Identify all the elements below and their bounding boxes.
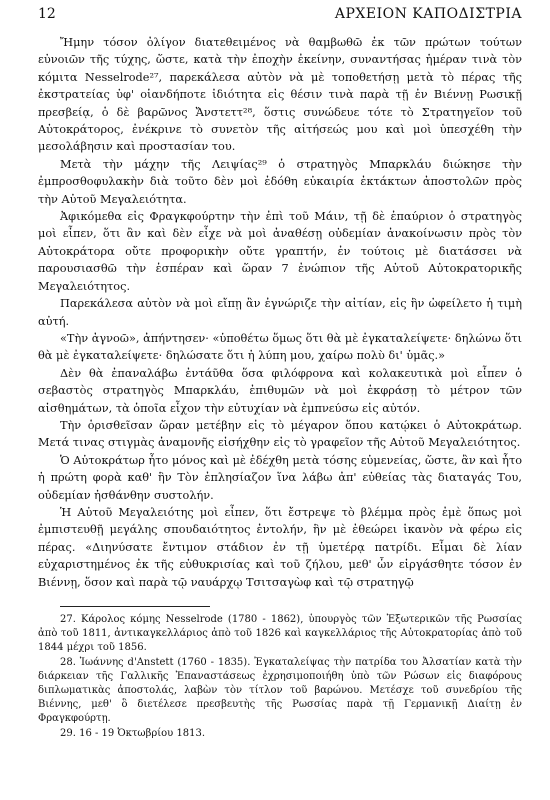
- paragraph: «Τὴν ἀγνοῶ», ἀπήντησεν· «ὑποθέτω ὅμως ὅτι θὰ μὲ ἐγκαταλείψετε· δηλώνω ὅτι θὰ μὲ ἐγκαταλείψετε· δηλώσατε ὅτι ἡ λύπη μου, χαίρω πολὺ δι' ὑμᾶς.»: [38, 331, 522, 363]
- footnote-28: 28. Ἰωάννης d'Anstett (1760 - 1835). Ἐγκαταλείψας τὴν πατρίδα του Ἀλσατίαν κατὰ τὴν διάρκειαν τῆς Γαλλικῆς Ἐπαναστάσεως ἐχρησιμοποιήθη ὑπὸ τῶν Ρώσων εἰς διαφόρους διπλωματικὰς ἀποστολάς, λαβὼν τὸν τίτλον τοῦ βαρώνου. Μετέσχε τοῦ συνεδρίου τῆς Βιέννης, μεθ' ὃ διετέλεσε πρεσβευτὴς τῆς Ρωσσίας παρὰ τῇ Γερμανικῇ Διαίτῃ ἐν Φραγκφούρτῃ.: [38, 656, 522, 725]
- paragraph: Ὁ Αὐτοκράτωρ ἦτο μόνος καὶ μὲ ἐδέχθη μετὰ τόσης εὐμενείας, ὥστε, ἂν καὶ ἦτο ἡ πρώτη φορὰ καθ' ἣν Τὸν ἐπλησίαζον ἵνα λάβω ἀπ' εὐθείας τὰς διαταγάς Του, οὐδεμίαν ἠσθάνθην συστολήν.: [38, 453, 522, 502]
- footnotes: [38, 613, 522, 741]
- page-number: 12: [38, 6, 56, 22]
- paragraph: Παρεκάλεσα αὐτὸν νὰ μοὶ εἴπῃ ἂν ἐγνώριζε τὴν αἰτίαν, εἰς ἣν ὠφείλετο ἡ τιμὴ αὐτή.: [38, 297, 522, 328]
- paragraph: Δὲν θὰ ἐπαναλάβω ἐντάῦθα ὅσα φιλόφρονα καὶ κολακευτικὰ μοὶ εἶπεν ὁ σεβαστὸς στρατηγὸς Μπαρκλάυ, ἐπιθυμῶν νὰ μοὶ ἐκφράσῃ τὸ μέτρον τῶν αἰσθημάτων, τὰ ὁποῖα εἶχον τὴν εὐτυχίαν νὰ ἐμπνεύσω εἰς αὐτόν.: [38, 366, 522, 415]
- footnote-27: 27. Κάρολος κόμης Nesselrode (1780 - 1862), ὑπουργὸς τῶν Ἐξωτερικῶν τῆς Ρωσσίας ἀπὸ τοῦ 1811, ἀντικαγκελλάριος ἀπὸ τοῦ 1826 καὶ καγκελλάριος τῆς Αὐτοκρατορίας ἀπὸ τοῦ 1844 μέχρι τοῦ 1856.: [38, 614, 522, 654]
- paragraph: Τὴν ὁρισθεῖσαν ὥραν μετέβην εἰς τὸ μέγαρον ὅπου κατῴκει ὁ Αὐτοκράτωρ. Μετά τινας στιγμὰς ἀναμονῆς εἰσήχθην εἰς τὸ γραφεῖον τῆς Αὐτοῦ Μεγαλειότητος.: [38, 418, 522, 450]
- footnote-divider: [60, 606, 210, 607]
- paragraph: Μετὰ τὴν μάχην τῆς Λειψίας²⁹ ὁ στρατηγὸς Μπαρκλάυ διώκησε τὴν ἐμπροσθοφυλακὴν διὰ τοῦτο δὲν μοὶ ἐδόθη εὐκαιρία ἐκτάκτων ἀποστολῶν πρὸς τὴν Αὐτοῦ Μεγαλειότητα.: [38, 157, 522, 206]
- footnote-29: 29. 16 - 19 Ὀκτωβρίου 1813.: [60, 727, 206, 739]
- running-title: ΑΡΧΕΙΟΝ ΚΑΠΟΔΙΣΤΡΙΑ: [334, 6, 522, 22]
- paragraph: Ἡ Αὐτοῦ Μεγαλειότης μοὶ εἶπεν, ὅτι ἔστρεψε τὸ βλέμμα πρὸς ἐμὲ ὅπως μοὶ ἐμπιστευθῇ μεγάλης σπουδαιότητος ἐντολήν, ἣν μὲ ἐθεώρει ἱκανὸν νὰ φέρω εἰς πέρας. «Διηνύσατε ἔντιμον στάδιον ἐν τῇ ὑμετέρᾳ πατρίδι. Εἶμαι δὲ λίαν εὐχαριστημένος ἐκ τῆς εὐθυκρισίας καὶ τοῦ ζήλου, μεθ' ὧν εἰργάσθητε τόσον ἐν Βιέννῃ, ὅσον καὶ παρὰ τῷ ναυάρχῳ Τσιτσαγὼφ καὶ τῷ στρατηγῷ: [38, 505, 522, 589]
- paragraph: Ἤμην τόσον ὀλίγον διατεθειμένος νὰ θαμβωθῶ ἐκ τῶν πρώτων τούτων εὐνοιῶν τῆς τύχης, ὥστε, κατὰ τὴν ἐποχὴν ἐκείνην, συναντήσας ἡμέραν τινὰ τὸν κόμιτα Nesselrode²⁷, παρεκάλεσα αὐτὸν νὰ μὲ τοποθετήσῃ μετὰ τὸ πέρας τῆς ἐκστρατείας ὑφ' οἱανδήποτε ἰδιότητα εἰς θέσιν τινὰ παρὰ τῇ ἐν Βιέννῃ Ρωσικῇ πρεσβείᾳ, ὁ δὲ βαρῶνος Ἄνστεττ²⁸, ὅστις συνώδευε τότε τὸ Στρατηγεῖον τοῦ Αὐτοκράτορος, ἐνέκρινε τὸ συνετὸν τῆς αἰτήσεώς μου καὶ μοὶ ὑπεσχέθη τὴν μεσολάβησιν καὶ προστασίαν του.: [38, 36, 522, 154]
- body-text: [38, 34, 522, 591]
- page-header: [38, 6, 522, 28]
- paragraph: Ἀφικόμεθα εἰς Φραγκφούρτην τὴν ἐπὶ τοῦ Μάιν, τῇ δὲ ἐπαύριον ὁ στρατηγὸς μοὶ εἶπεν, ὅτι ἂν καὶ δὲν εἶχε νὰ μοὶ ἀναθέσῃ οὐδεμίαν ἀνακοίνωσιν πρὸς τὸν Αὐτοκράτορα οὔτε προφορικὴν οὔτε γραπτήν, ἐν τούτοις μὲ διατάσσει νὰ παρουσιασθῶ τὴν ἑσπέραν καὶ ὥραν 7 ἐνώπιον τῆς Αὐτοῦ Αὐτοκρατορικῆς Μεγαλειότητος.: [38, 210, 522, 293]
